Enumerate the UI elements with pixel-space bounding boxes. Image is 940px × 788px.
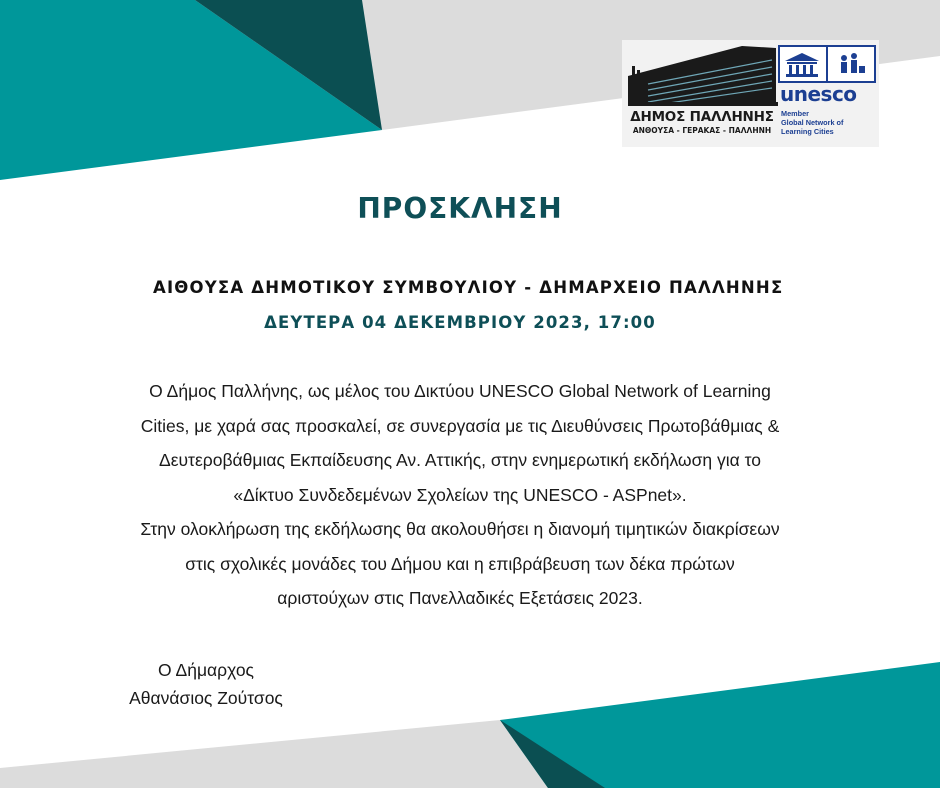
municipality-name: ΔΗΜΟΣ ΠΑΛΛΗΝΗΣ bbox=[630, 109, 774, 125]
event-venue: ΑΙΘΟΥΣΑ ΔΗΜΟΤΙΚΟΥ ΣΥΜΒΟΥΛΙΟΥ - ΔΗΜΑΡΧΕΙΟ ΠΑΛΛΗΝΗΣ bbox=[153, 278, 784, 297]
municipality-areas: ΑΝΘΟΥΣΑ - ΓΕΡΑΚΑΣ - ΠΑΛΛΗΝΗ bbox=[632, 126, 772, 135]
bottom-left-gray-shape bbox=[0, 720, 548, 788]
invitation-title: ΠΡΟΣΚΛΗΣΗ bbox=[357, 192, 563, 225]
event-date: ΔΕΥΤΕΡΑ 04 ΔΕΚΕΜΒΡΙΟΥ 2023, 17:00 bbox=[264, 313, 656, 332]
signature-block bbox=[106, 656, 306, 712]
member-line: Learning Cities bbox=[781, 127, 834, 136]
mayor-title: Ο Δήμαρχος bbox=[158, 660, 254, 680]
unesco-wordmark: unesco bbox=[780, 82, 857, 106]
member-line: Global Network of bbox=[781, 118, 844, 127]
unesco-member-text bbox=[781, 109, 877, 136]
member-line: Member bbox=[781, 109, 809, 118]
municipality-building-icon bbox=[628, 46, 778, 106]
body-line: στις σχολικές μονάδες του Δήμου και η επιβράβευση των δέκα πρώτων bbox=[185, 553, 735, 574]
body-line: «Δίκτυο Συνδεδεμένων Σχολείων της UNESCO - ASPnet». bbox=[233, 484, 687, 505]
body-line: Cities, με χαρά σας προσκαλεί, σε συνεργασία με τις Διευθύνσεις Πρωτοβάθμιας & bbox=[140, 415, 780, 436]
body-line: Στην ολοκλήρωση της εκδήλωσης θα ακολουθήσει η διανομή τιμητικών διακρίσεων bbox=[140, 519, 780, 539]
body-line: Ο Δήμος Παλλήνης, ως μέλος του Δικτύου UNESCO Global Network of Learning bbox=[149, 381, 771, 401]
body-line: αριστούχων στις Πανελλαδικές Εξετάσεις 2023. bbox=[277, 588, 643, 608]
invitation-body bbox=[90, 374, 830, 616]
logo-banner bbox=[622, 40, 879, 147]
mayor-name: Αθανάσιος Ζούτσος bbox=[129, 688, 283, 708]
body-line: Δευτεροβάθμιας Εκπαίδευσης Αν. Αττικής, στην ενημερωτική εκδήλωση για το bbox=[159, 450, 761, 470]
unesco-temple-icon bbox=[779, 46, 875, 82]
